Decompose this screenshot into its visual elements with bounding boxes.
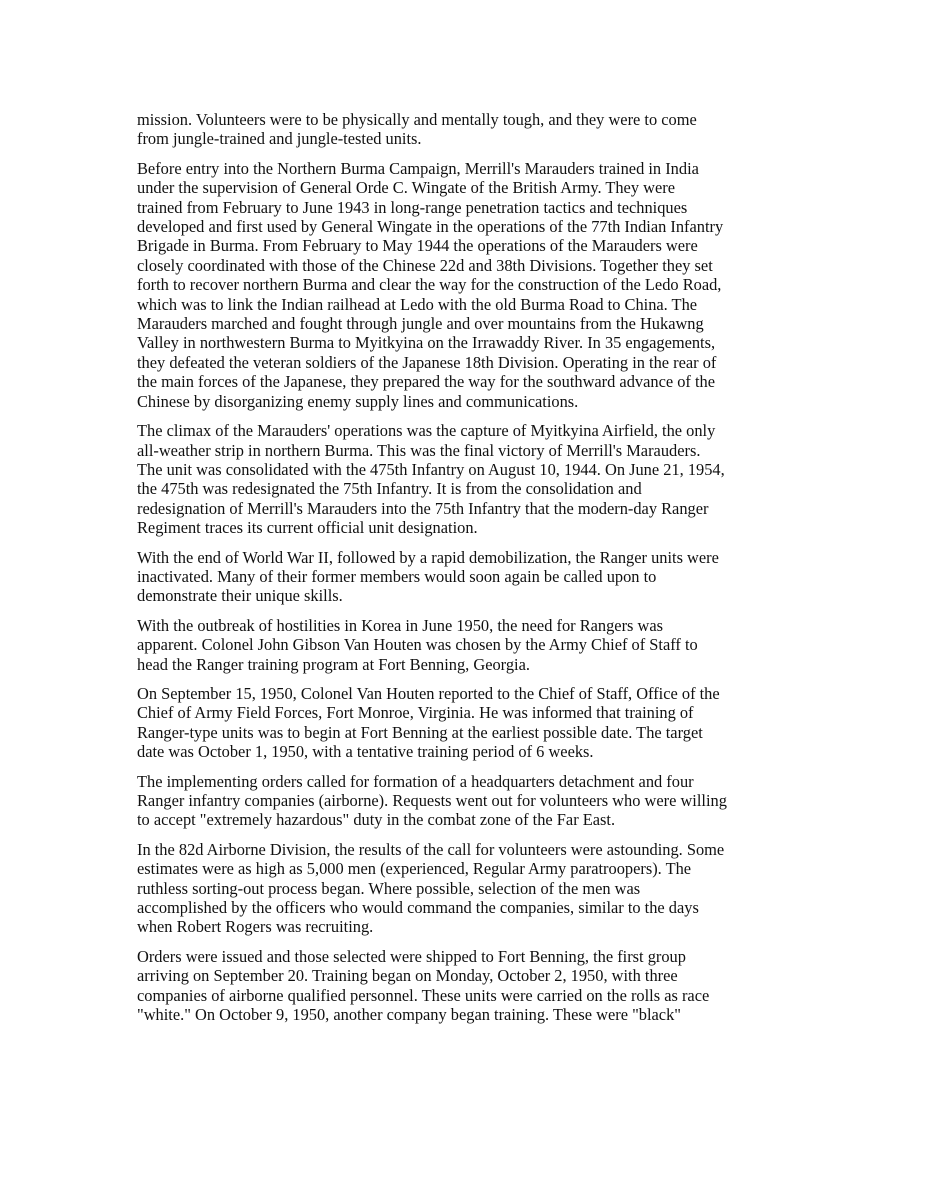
text-line: companies of airborne qualified personnel. These units were carried on the rolls as race [137, 985, 710, 1005]
text-line: Chief of Army Field Forces, Fort Monroe, Virginia. He was informed that training of [137, 703, 694, 723]
text-line: redesignation of Merrill's Marauders into the 75th Infantry that the modern-day Ranger [137, 498, 709, 518]
paragraph-8 [137, 840, 802, 937]
text-line: head the Ranger training program at Fort Benning, Georgia. [137, 654, 530, 674]
text-line: With the end of World War II, followed by a rapid demobilization, the Ranger units were [137, 547, 719, 567]
text-line: date was October 1, 1950, with a tentative training period of 6 weeks. [137, 742, 594, 762]
text-line: arriving on September 20. Training began on Monday, October 2, 1950, with three [137, 966, 678, 986]
text-line: mission. Volunteers were to be physically and mentally tough, and they were to come [137, 110, 697, 129]
text-line: Orders were issued and those selected were shipped to Fort Benning, the first group [137, 946, 686, 966]
text-line: all-weather strip in northern Burma. This was the final victory of Merrill's Marauders. [137, 440, 701, 460]
text-line: forth to recover northern Burma and clear the way for the construction of the Ledo Road, [137, 275, 722, 295]
paragraph-2 [137, 159, 802, 411]
text-line: On September 15, 1950, Colonel Van Houten reported to the Chief of Staff, Office of the [137, 683, 720, 703]
text-line: Marauders marched and fought through jungle and over mountains from the Hukawng [137, 314, 704, 334]
text-line: "white." On October 9, 1950, another company began training. These were "black" [137, 1005, 681, 1025]
text-line: apparent. Colonel John Gibson Van Houten was chosen by the Army Chief of Staff to [137, 635, 698, 655]
text-line: accomplished by the officers who would command the companies, similar to the days [137, 898, 699, 918]
paragraph-6 [137, 684, 802, 762]
paragraph-5 [137, 616, 802, 674]
paragraph-4 [137, 548, 802, 606]
paragraph-7 [137, 772, 802, 830]
text-line: the 475th was redesignated the 75th Infantry. It is from the consolidation and [137, 479, 642, 499]
text-line: to accept "extremely hazardous" duty in the combat zone of the Far East. [137, 810, 616, 830]
text-line: Chinese by disorganizing enemy supply lines and communications. [137, 391, 579, 411]
text-line: under the supervision of General Orde C. Wingate of the British Army. They were [137, 178, 675, 198]
paragraph-1 [137, 110, 802, 149]
text-line: The climax of the Marauders' operations was the capture of Myitkyina Airfield, the only [137, 421, 716, 441]
text-line: estimates were as high as 5,000 men (experienced, Regular Army paratroopers). The [137, 859, 692, 879]
paragraph-3 [137, 421, 802, 537]
text-line: Ranger-type units was to begin at Fort Benning at the earliest possible date. The target [137, 722, 703, 742]
text-line: trained from February to June 1943 in long-range penetration tactics and techniques [137, 197, 688, 217]
paragraph-9 [137, 947, 802, 1025]
text-line: ruthless sorting-out process began. Where possible, selection of the men was [137, 878, 641, 898]
text-line: from jungle-trained and jungle-tested units. [137, 129, 422, 149]
text-line: The implementing orders called for formation of a headquarters detachment and four [137, 771, 694, 791]
text-line: Regiment traces its current official unit designation. [137, 518, 478, 538]
text-line: when Robert Rogers was recruiting. [137, 917, 374, 937]
text-line: inactivated. Many of their former members would soon again be called upon to [137, 566, 657, 586]
text-line: the main forces of the Japanese, they prepared the way for the southward advance of the [137, 372, 715, 392]
text-line: they defeated the veteran soldiers of the Japanese 18th Division. Operating in the rear of [137, 352, 717, 372]
text-line: developed and first used by General Wingate in the operations of the 77th Indian Infantry [137, 217, 724, 237]
text-line: which was to link the Indian railhead at Ledo with the old Burma Road to China. The [137, 294, 698, 314]
text-line: With the outbreak of hostilities in Korea in June 1950, the need for Rangers was [137, 615, 663, 635]
text-line: The unit was consolidated with the 475th Infantry on August 10, 1944. On June 21, 1954, [137, 459, 725, 479]
document-body [137, 110, 802, 1034]
text-line: Before entry into the Northern Burma Campaign, Merrill's Marauders trained in India [137, 158, 699, 178]
text-line: Brigade in Burma. From February to May 1944 the operations of the Marauders were [137, 236, 698, 256]
text-line: demonstrate their unique skills. [137, 586, 343, 606]
text-line: Ranger infantry companies (airborne). Requests went out for volunteers who were willing [137, 791, 727, 810]
text-line: closely coordinated with those of the Chinese 22d and 38th Divisions. Together they set [137, 255, 713, 275]
text-line: In the 82d Airborne Division, the results of the call for volunteers were astounding. Some [137, 839, 725, 859]
text-line: Valley in northwestern Burma to Myitkyina on the Irrawaddy River. In 35 engagements, [137, 333, 716, 353]
